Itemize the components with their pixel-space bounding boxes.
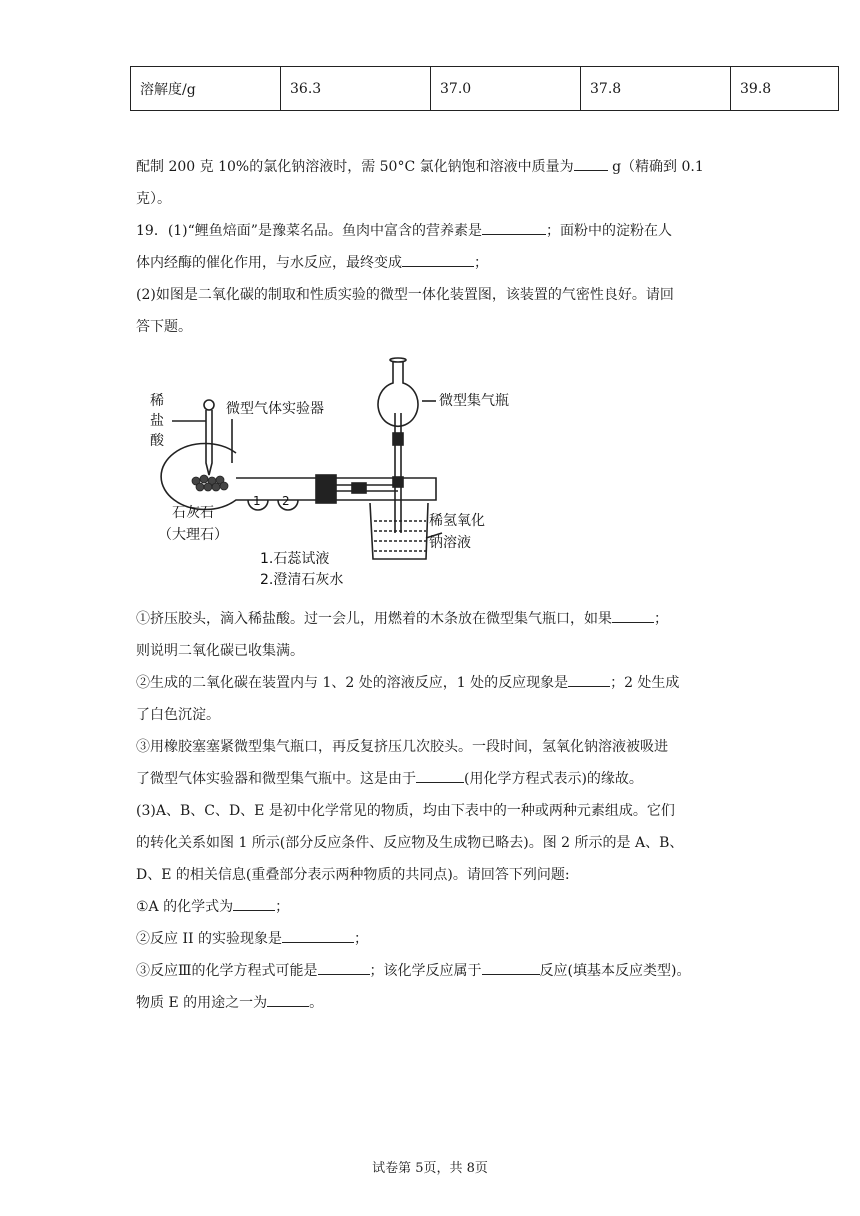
p3-line3: D、E 的相关信息(重叠部分表示两种物质的共同点)。请回答下列问题: xyxy=(136,867,570,883)
answer-blank[interactable] xyxy=(612,608,654,623)
text: ；2 处生成 xyxy=(610,675,680,691)
text: ①挤压胶头，滴入稀盐酸。过一会儿，用燃着的木条放在微型集气瓶口，如果 xyxy=(136,611,612,627)
text: 。 xyxy=(309,995,324,1011)
answer-blank[interactable] xyxy=(282,928,354,943)
answer-blank[interactable] xyxy=(482,960,540,975)
label-marble: （大理石） xyxy=(158,527,228,543)
table-cell: 37.8 xyxy=(581,67,731,111)
limestone-pebbles xyxy=(192,475,228,491)
q19-p2-line1: (2)如图是二氧化碳的制取和性质实验的微型一体化装置图，该装置的气密性良好。请回 xyxy=(136,287,674,303)
s3-line2 xyxy=(136,768,643,788)
label-num2: 2 xyxy=(282,494,290,508)
answer-blank[interactable] xyxy=(267,992,309,1007)
label-limestone: 石灰石 xyxy=(172,505,214,521)
label-naoh-1: 稀氢氧化 xyxy=(429,513,485,529)
dropper-tube xyxy=(206,410,212,475)
s1-line2: 则说明二氧化碳已收集满。 xyxy=(136,643,304,659)
table-cell: 溶解度/g xyxy=(131,67,281,111)
text: 反应(填基本反应类型)。 xyxy=(539,963,691,979)
s2-line2: 了白色沉淀。 xyxy=(136,707,220,723)
text: ②生成的二氧化碳在装置内与 1、2 处的溶液反应，1 处的反应现象是 xyxy=(136,675,569,691)
label-acid-1: 稀 xyxy=(150,393,164,409)
text: ③反应Ⅲ的化学方程式可能是 xyxy=(136,963,318,979)
dropper-bulb xyxy=(204,400,214,410)
a2-line xyxy=(136,928,368,948)
label-legend-1: 1.石蕊试液 xyxy=(260,551,330,567)
text: g（精确到 0.1 xyxy=(612,159,704,175)
p3-line1: (3)A、B、C、D、E 是初中化学常见的物质，均由下表中的一种或两种元素组成。它们 xyxy=(136,803,675,819)
text: ； xyxy=(654,611,668,627)
table-cell: 37.0 xyxy=(431,67,581,111)
label-legend-2: 2.澄清石灰水 xyxy=(260,572,344,588)
s1-line1 xyxy=(136,608,668,628)
text: ； xyxy=(474,255,488,271)
label-num1: 1 xyxy=(253,494,261,508)
text: ②反应 II 的实验现象是 xyxy=(136,931,282,947)
text: 配制 200 克 10%的氯化钠溶液时，需 50°C 氯化钠饱和溶液中质量为 xyxy=(136,159,574,175)
page-footer: 试卷第 5页，共 8页 xyxy=(372,1161,488,1176)
text: (用化学方程式表示)的缘故。 xyxy=(464,771,643,787)
label-acid-3: 酸 xyxy=(150,433,164,449)
text: ；面粉中的淀粉在人 xyxy=(545,223,672,239)
answer-blank[interactable] xyxy=(574,156,608,171)
answer-blank[interactable] xyxy=(402,252,474,267)
a4-line xyxy=(136,992,323,1012)
q19-p2-line2: 答下题。 xyxy=(136,319,192,335)
q18-line2: 克）。 xyxy=(136,191,171,207)
text: ； xyxy=(353,931,368,947)
stopper xyxy=(316,475,336,503)
answer-blank[interactable] xyxy=(416,768,464,783)
label-micro-apparatus: 微型气体实验器 xyxy=(226,401,324,417)
table-row xyxy=(131,67,839,111)
label-gas-bottle: 微型集气瓶 xyxy=(439,393,509,409)
a3-line xyxy=(136,960,690,980)
text: 物质 E 的用途之一为 xyxy=(136,995,268,1011)
text: 了微型气体实验器和微型集气瓶中。这是由于 xyxy=(136,771,416,787)
table-cell: 39.8 xyxy=(731,67,839,111)
p3-line2: 的转化关系如图 1 所示(部分反应条件、反应物及生成物已略去)。图 2 所示的是 A、B、 xyxy=(136,835,684,851)
text: 体内经酶的催化作用，与水反应，最终变成 xyxy=(136,255,402,271)
solubility-table xyxy=(130,66,839,111)
text: ； xyxy=(275,899,290,915)
s2-line1 xyxy=(136,672,679,692)
co2-apparatus-diagram xyxy=(136,353,546,593)
answer-blank[interactable] xyxy=(233,896,275,911)
answer-blank[interactable] xyxy=(482,220,546,235)
text: ①A 的化学式为 xyxy=(136,899,234,915)
text: 19．(1)“鲤鱼焙面”是豫菜名品。鱼肉中富含的营养素是 xyxy=(136,223,482,239)
s3-line1: ③用橡胶塞塞紧微型集气瓶口，再反复挤压几次胶头。一段时间，氢氧化钠溶液被吸进 xyxy=(136,739,668,755)
answer-blank[interactable] xyxy=(568,672,610,687)
q19-p1-line1 xyxy=(136,220,672,240)
table-cell: 36.3 xyxy=(281,67,431,111)
a1-line xyxy=(136,896,289,916)
label-acid-2: 盐 xyxy=(150,413,164,429)
gas-collection-bottle xyxy=(378,361,418,426)
q18-line1 xyxy=(136,156,704,176)
label-naoh-2: 钠溶液 xyxy=(429,535,471,551)
q19-p1-line2 xyxy=(136,252,488,272)
text: ；该化学反应属于 xyxy=(369,963,482,979)
answer-blank[interactable] xyxy=(318,960,370,975)
